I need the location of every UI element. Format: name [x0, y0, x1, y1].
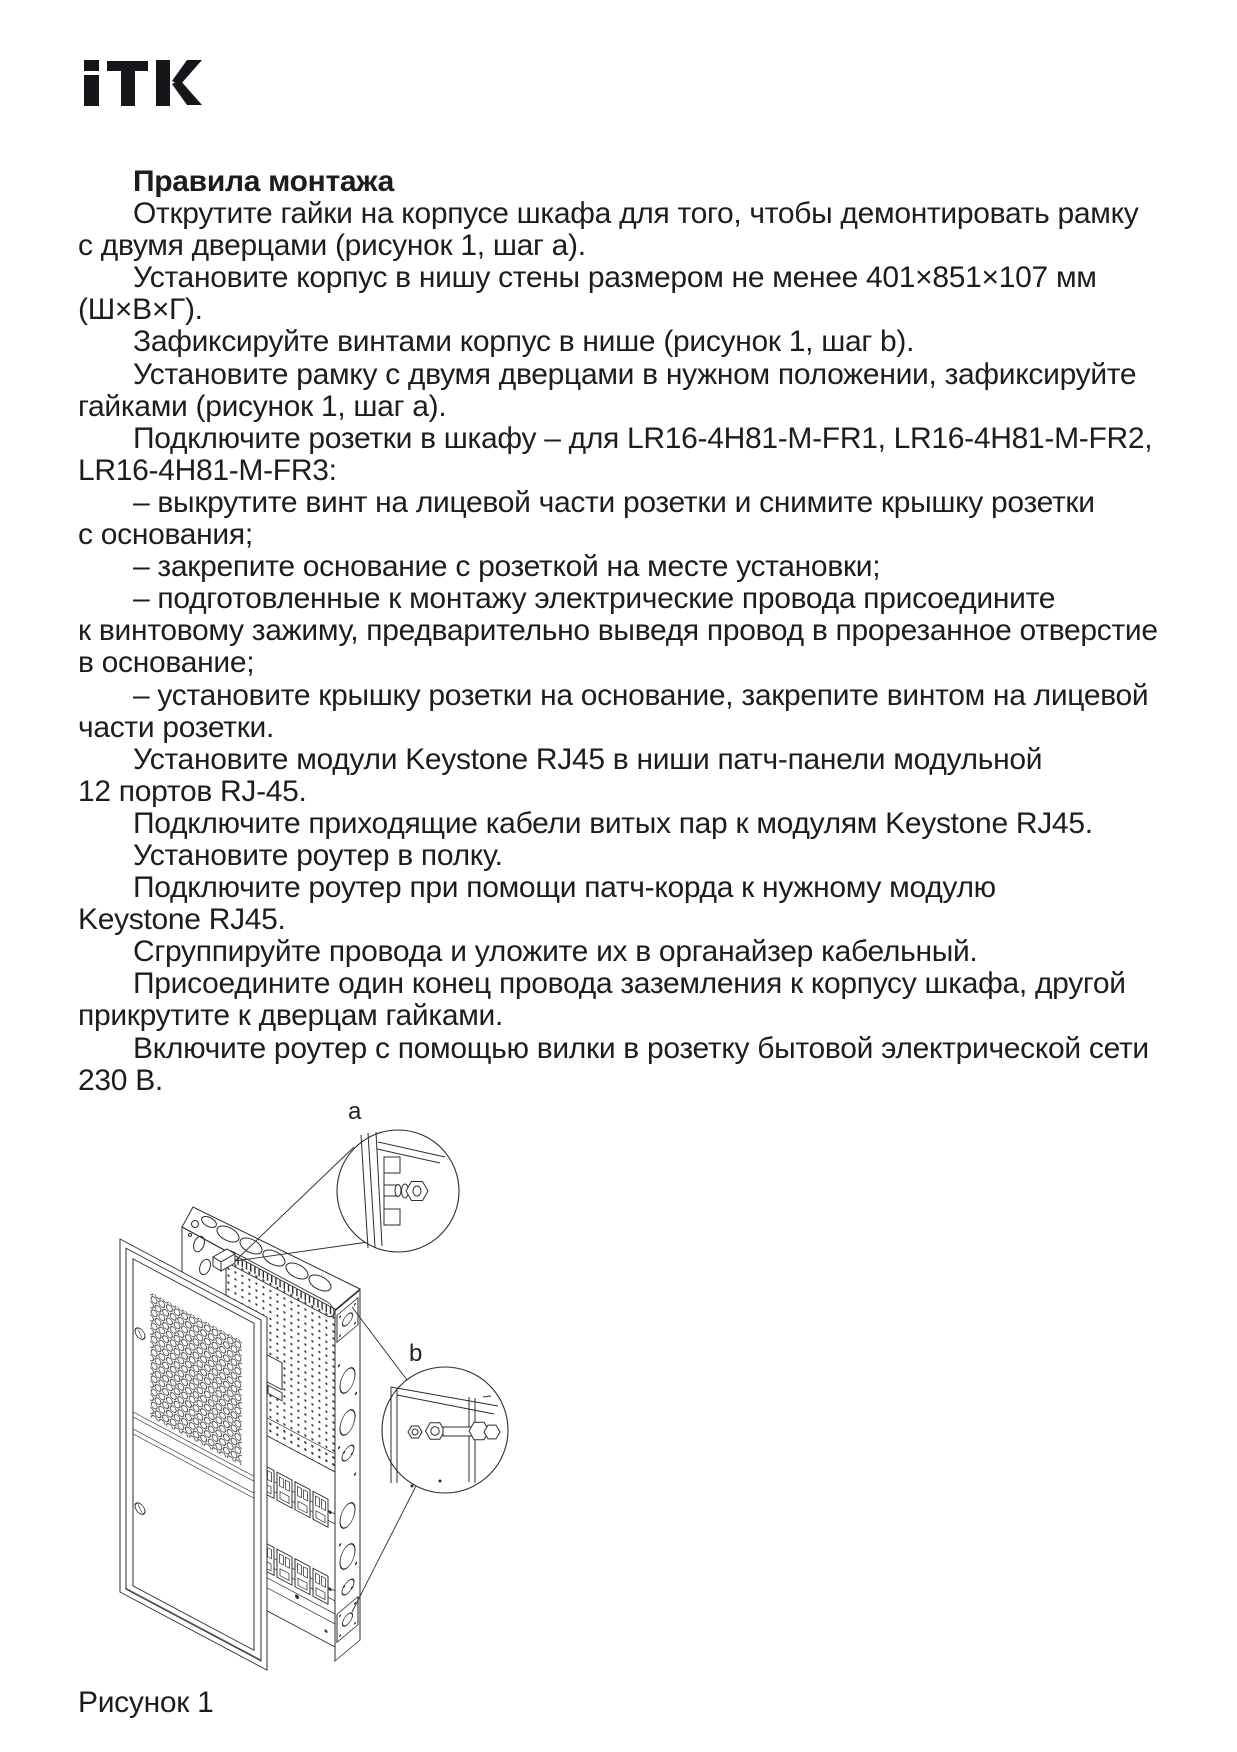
text-line: Подключите приходящие кабели витых пар к модулям Keystone RJ45. — [133, 806, 1093, 840]
logo-k-lower-arm — [172, 80, 202, 105]
text-line: 230 В. — [78, 1063, 163, 1097]
logo-k-stem — [156, 60, 170, 106]
text-line: Установите корпус в нишу стены размером не менее 401×851×107 мм — [133, 261, 1097, 295]
text-line: с двумя дверцами (рисунок 1, шаг a). — [78, 229, 586, 263]
itk-logo — [84, 59, 206, 107]
text-line: гайками (рисунок 1, шаг a). — [78, 389, 447, 423]
itk-logo-graphic — [84, 59, 206, 107]
logo-i-dot — [84, 60, 99, 71]
text-line: – установите крышку розетки на основание, закрепите винтом на лицевой — [133, 678, 1149, 712]
logo-t-stem — [121, 71, 135, 106]
cabinet-drawing — [78, 1095, 643, 1695]
logo-k-upper-arm — [172, 60, 202, 85]
text-line: Сгруппируйте провода и уложите их в органайзер кабельный. — [133, 935, 978, 969]
logo-t-bar — [107, 61, 148, 71]
lock-nut — [484, 1425, 500, 1439]
text-line: с основания; — [78, 518, 253, 552]
text-line: Установите роутер в полку. — [133, 838, 503, 872]
text-line: Включите роутер с помощью вилки в розетку бытовой электрической сети — [133, 1031, 1149, 1065]
hex-nut — [406, 1182, 428, 1201]
text-line: Установите рамку с двумя дверцами в нужном положении, зафиксируйте — [133, 357, 1137, 391]
text-line: 12 портов RJ-45. — [78, 774, 307, 808]
text-line: – подготовленные к монтажу электрические провода присоедините — [133, 582, 1056, 616]
callout-a-label: a — [348, 1098, 362, 1125]
text-line: Установите модули Keystone RJ45 в ниши патч-панели модульной — [133, 742, 1043, 776]
text-line: – закрепите основание с розеткой на месте установки; — [133, 550, 881, 584]
text-line: прикрутите к дверцам гайками. — [78, 999, 504, 1033]
text-line: – выкрутите винт на лицевой части розетки и снимите крышку розетки — [133, 485, 1095, 519]
callout-b — [382, 1367, 508, 1493]
text-line: Подключите роутер при помощи патч-корда к нужному модулю — [133, 871, 996, 905]
body-text — [78, 166, 1163, 1097]
figure-caption: Рисунок 1 — [78, 1686, 214, 1719]
section-heading: Правила монтажа — [133, 165, 394, 198]
text-line: LR16-4H81-M-FR3: — [78, 453, 337, 487]
text-line: Keystone RJ45. — [78, 903, 286, 937]
bolt-shaft — [443, 1427, 473, 1436]
text-line: части розетки. — [78, 710, 275, 744]
text-line: Присоедините один конец провода заземления к корпусу шкафа, другой — [133, 967, 1126, 1001]
text-line: (Ш×В×Г). — [78, 293, 203, 327]
figure-1 — [78, 1095, 643, 1695]
text-line: Открутите гайки на корпусе шкафа для того, чтобы демонтировать рамку — [133, 197, 1139, 231]
logo-i-stem — [84, 75, 99, 106]
text-line: в основание; — [78, 646, 255, 680]
text-line: к винтовому зажиму, предварительно выведя провод в прорезанное отверстие — [78, 614, 1158, 648]
cabinet-right-wall — [335, 1290, 360, 1661]
text-line: Подключите розетки в шкафу – для LR16-4H81-M-FR1, LR16-4H81-M-FR2, — [133, 421, 1153, 455]
callout-a — [337, 1130, 459, 1252]
text-line: Зафиксируйте винтами корпус в нише (рисунок 1, шаг b). — [133, 325, 915, 359]
callout-b-label: b — [409, 1340, 423, 1367]
